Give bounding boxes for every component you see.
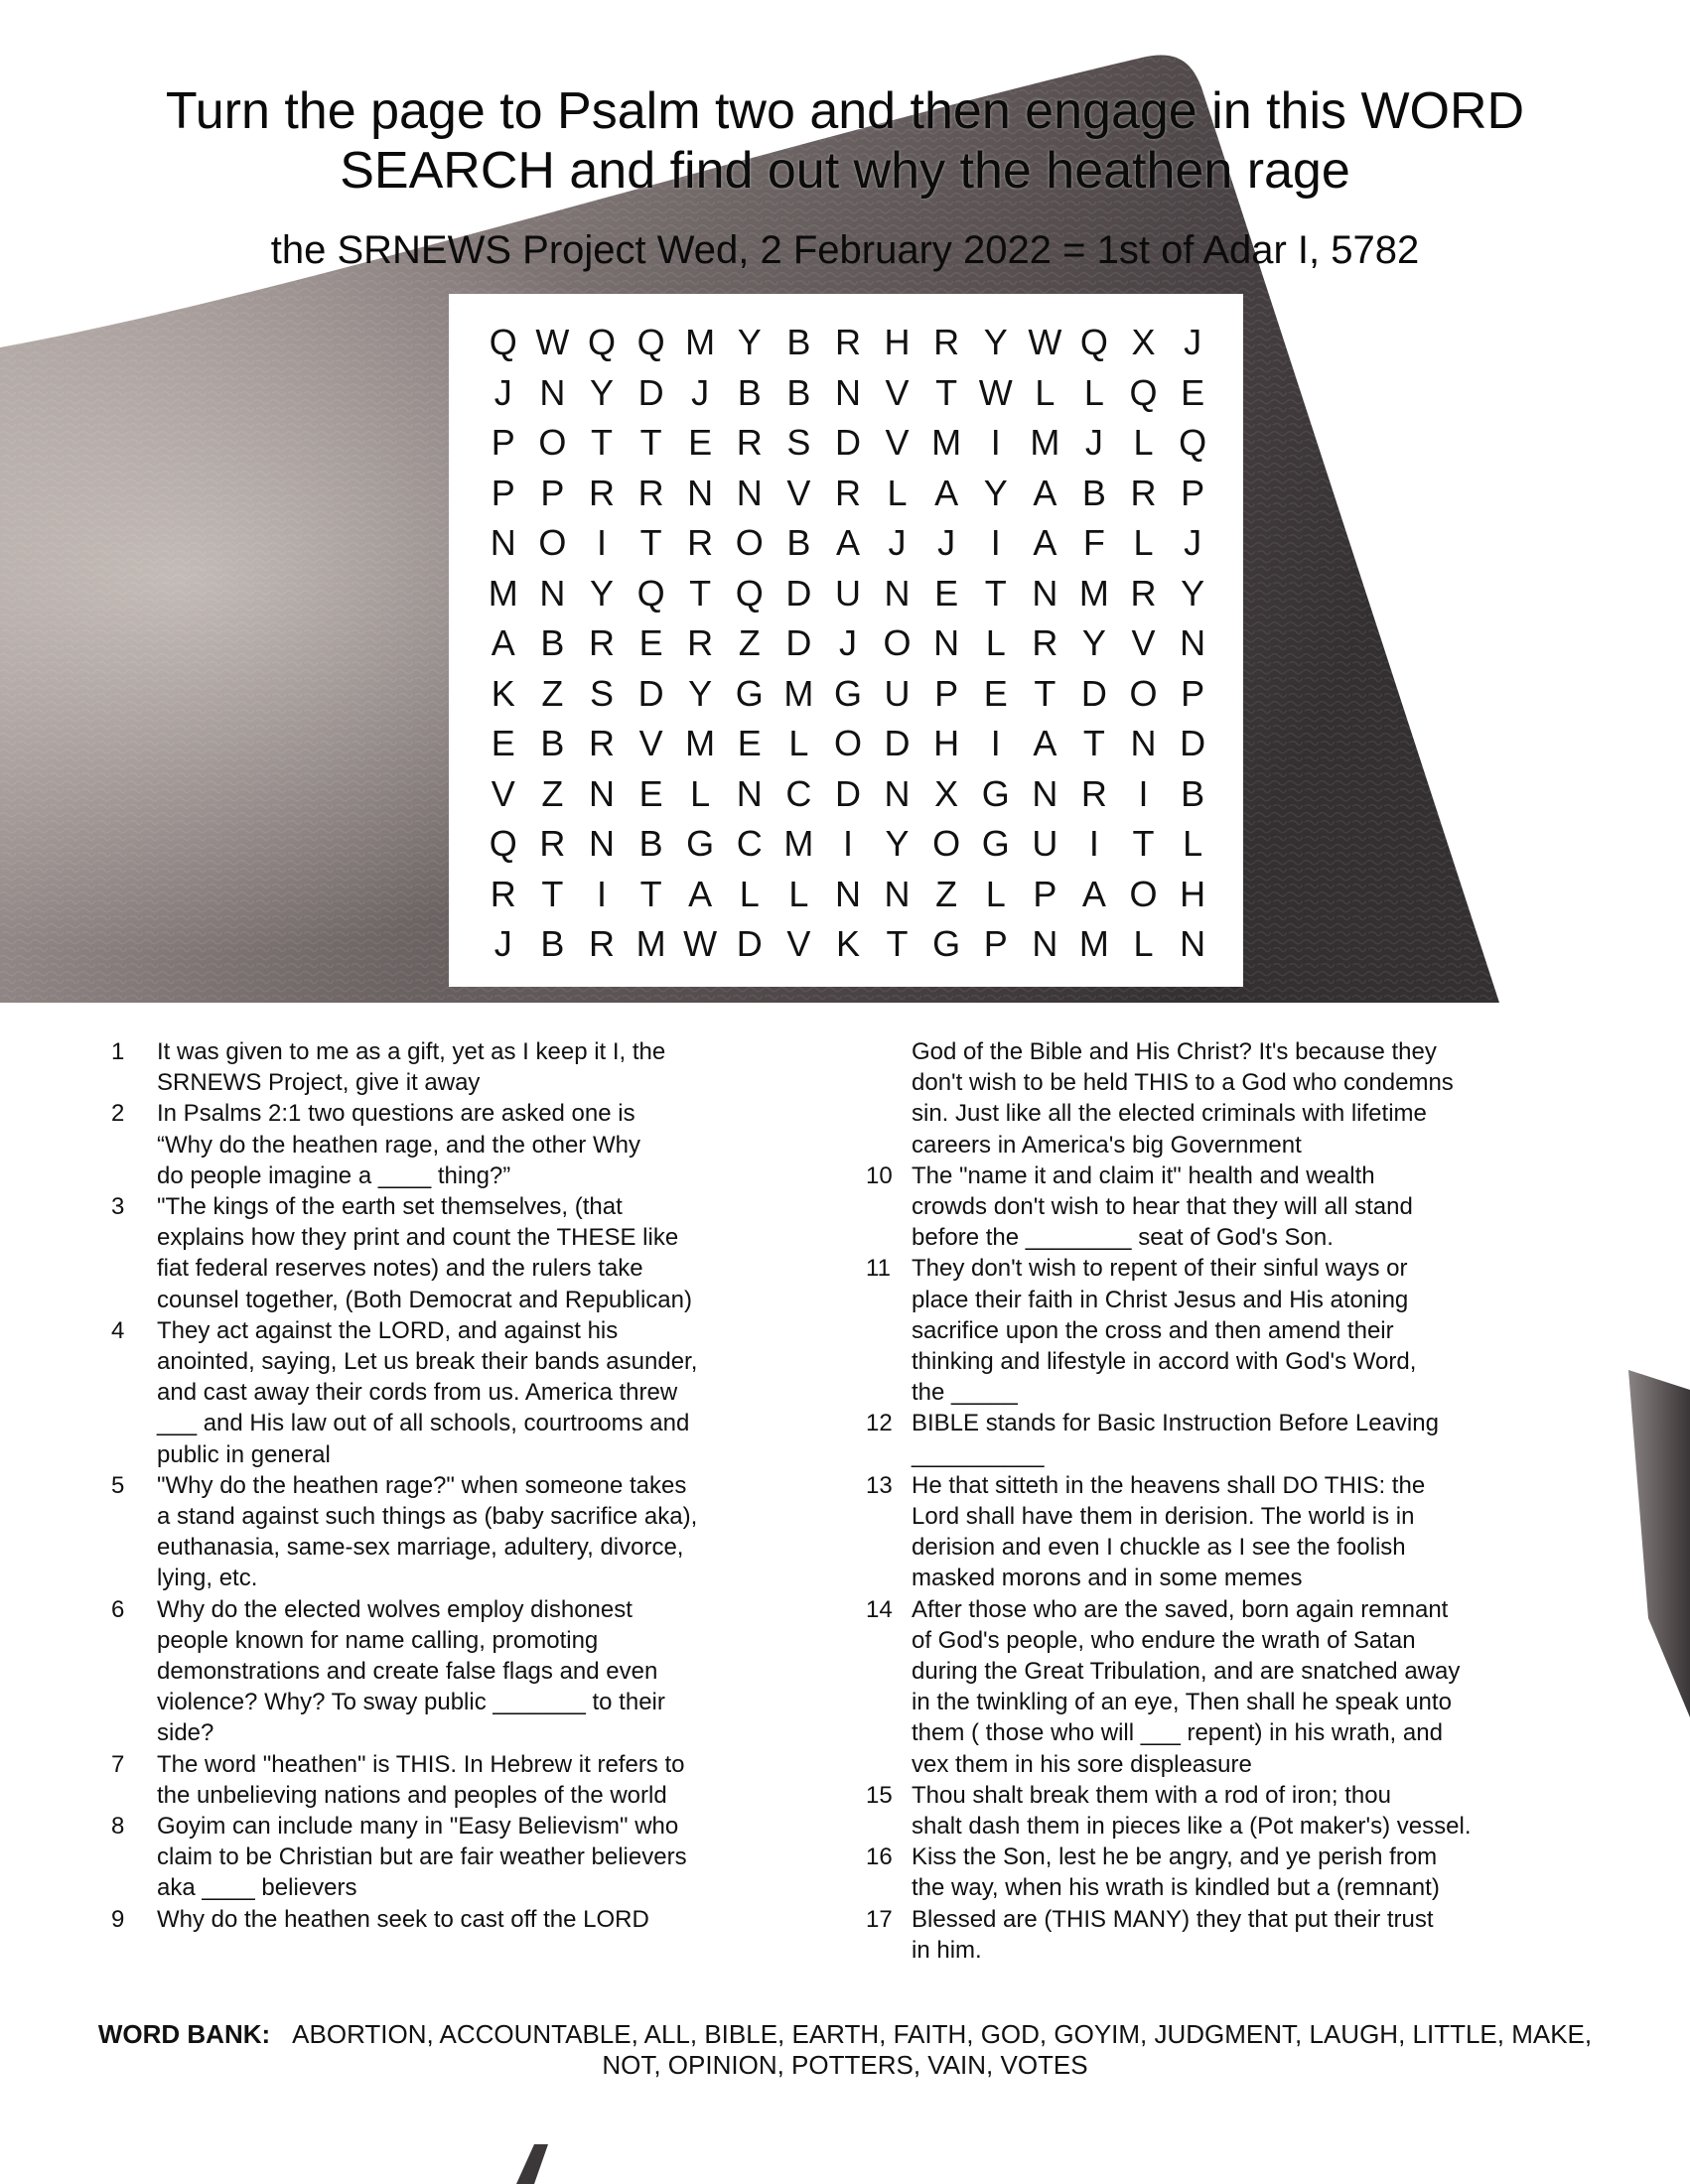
clue-line: After those who are the saved, born again remnant bbox=[912, 1595, 1449, 1623]
grid-letter[interactable]: Z bbox=[541, 772, 564, 814]
grid-letter[interactable]: R bbox=[1130, 572, 1157, 614]
grid-letter[interactable]: Q bbox=[735, 572, 764, 614]
grid-letter[interactable]: L bbox=[739, 873, 760, 914]
word-search-grid[interactable] bbox=[479, 318, 1217, 970]
grid-letter[interactable]: I bbox=[1088, 823, 1099, 864]
clue-line: the way, when his wrath is kindled but a (remnant) bbox=[912, 1874, 1440, 1902]
grid-letter[interactable]: V bbox=[786, 472, 811, 513]
grid-letter[interactable]: K bbox=[835, 923, 860, 964]
clue-line: He that sitteth in the heavens shall DO THIS: the bbox=[912, 1471, 1426, 1499]
grid-letter[interactable]: G bbox=[981, 823, 1010, 864]
grid-letter[interactable]: R bbox=[588, 723, 615, 763]
grid-letter[interactable]: Q bbox=[489, 322, 517, 362]
clue-number: 15 bbox=[866, 1781, 893, 1809]
grid-letter[interactable]: T bbox=[639, 422, 662, 463]
grid-letter[interactable]: R bbox=[588, 622, 615, 663]
grid-letter[interactable]: A bbox=[491, 622, 515, 663]
grid-letter[interactable]: Y bbox=[983, 322, 1008, 362]
grid-letter[interactable]: L bbox=[1035, 371, 1056, 413]
clue-line: Why do the heathen seek to cast off the LORD bbox=[157, 1905, 649, 1933]
grid-letter[interactable]: E bbox=[1181, 371, 1205, 413]
grid-letter[interactable]: D bbox=[785, 572, 812, 614]
clue-9-continuation bbox=[866, 1036, 1561, 1160]
clue-line: God of the Bible and His Christ? It's because they bbox=[912, 1038, 1437, 1065]
clue-line: sacrifice upon the cross and then amend their bbox=[912, 1316, 1394, 1344]
grid-letter[interactable]: N bbox=[1032, 572, 1058, 614]
grid-letter[interactable]: J bbox=[493, 371, 512, 413]
clue-line: explains how they print and count the THESE like bbox=[157, 1224, 679, 1252]
clue-number: 12 bbox=[866, 1410, 893, 1437]
grid-letter[interactable]: E bbox=[638, 622, 663, 663]
clue-line: the unbelieving nations and peoples of the world bbox=[157, 1781, 667, 1809]
grid-letter[interactable]: L bbox=[985, 622, 1006, 663]
clue-line: The "name it and claim it" health and wealth bbox=[912, 1161, 1375, 1189]
word-bank-label: WORD BANK: bbox=[97, 2019, 271, 2049]
grid-letter[interactable]: J bbox=[888, 522, 907, 563]
clue-line: masked morons and in some memes bbox=[912, 1565, 1303, 1592]
grid-letter[interactable]: T bbox=[1034, 672, 1056, 714]
grid-letter[interactable]: C bbox=[785, 772, 812, 814]
clue-line: The word "heathen" is THIS. In Hebrew it refers to bbox=[157, 1750, 685, 1778]
clue-line: violence? Why? To sway public _______ to their bbox=[157, 1689, 665, 1716]
grid-letter[interactable]: P bbox=[1033, 873, 1057, 914]
clue-number: 13 bbox=[866, 1471, 893, 1499]
grid-letter[interactable]: R bbox=[588, 923, 615, 964]
grid-letter[interactable]: D bbox=[884, 723, 911, 763]
grid-letter[interactable]: M bbox=[783, 823, 814, 864]
clue-line: the _____ bbox=[912, 1379, 1018, 1407]
clue-line: fiat federal reserves notes) and the rulers take bbox=[157, 1255, 643, 1283]
grid-letter[interactable]: O bbox=[735, 522, 764, 563]
grid-letter[interactable]: N bbox=[1032, 923, 1058, 964]
clue-line: crowds don't wish to hear that they will all stand bbox=[912, 1193, 1413, 1221]
clue-5 bbox=[111, 1470, 786, 1594]
clue-line: "Why do the heathen rage?" when someone takes bbox=[157, 1471, 687, 1499]
grid-letter[interactable]: B bbox=[1081, 472, 1106, 513]
clue-number: 11 bbox=[866, 1255, 891, 1283]
page-title: Turn the page to Psalm two and then engage in this WORD SEARCH and find out why the heathen rage bbox=[165, 82, 1525, 200]
grid-letter[interactable]: C bbox=[736, 823, 763, 864]
grid-letter[interactable]: L bbox=[1183, 823, 1203, 864]
clue-line: They don't wish to repent of their sinful ways or bbox=[912, 1255, 1408, 1283]
clue-line: demonstrations and create false flags and even bbox=[157, 1658, 658, 1686]
clue-number: 2 bbox=[111, 1100, 125, 1128]
clue-line: claim to be Christian but are fair weather believers bbox=[157, 1843, 687, 1871]
clue-line: Lord shall have them in derision. The world is in bbox=[912, 1503, 1415, 1531]
grid-letter[interactable]: A bbox=[688, 873, 713, 914]
grid-letter[interactable]: M bbox=[1078, 923, 1109, 964]
grid-letter[interactable]: R bbox=[687, 622, 714, 663]
grid-letter[interactable]: X bbox=[1131, 322, 1156, 362]
clue-10 bbox=[866, 1160, 1561, 1254]
clue-number: 1 bbox=[111, 1038, 125, 1065]
clue-4 bbox=[111, 1315, 786, 1470]
grid-letter[interactable]: R bbox=[490, 873, 516, 914]
clue-line: in him. bbox=[912, 1936, 982, 1964]
clue-17 bbox=[866, 1904, 1561, 1966]
clue-line: derision and even I chuckle as I see the foolish bbox=[912, 1534, 1406, 1562]
clue-line: a stand against such things as (baby sacrifice aka), bbox=[157, 1503, 698, 1531]
clue-1 bbox=[111, 1036, 786, 1098]
grid-letter[interactable]: T bbox=[1132, 823, 1155, 864]
grid-letter[interactable]: L bbox=[1133, 422, 1154, 463]
grid-letter[interactable]: T bbox=[541, 873, 564, 914]
grid-letter[interactable]: R bbox=[637, 472, 664, 513]
grid-letter[interactable]: J bbox=[493, 923, 512, 964]
clue-line: They act against the LORD, and against his bbox=[157, 1316, 619, 1344]
grid-letter[interactable]: R bbox=[1032, 622, 1058, 663]
word-search-panel bbox=[449, 294, 1243, 987]
grid-letter[interactable]: L bbox=[1133, 522, 1154, 563]
grid-letter[interactable]: T bbox=[935, 371, 958, 413]
grid-letter[interactable]: D bbox=[637, 371, 664, 413]
clue-line: shalt dash them in pieces like a (Pot maker's) vessel. bbox=[912, 1813, 1472, 1841]
grid-letter[interactable]: W bbox=[683, 923, 718, 964]
grid-letter[interactable]: N bbox=[884, 873, 911, 914]
clues-right-column bbox=[866, 1036, 1561, 1966]
grid-letter[interactable]: E bbox=[491, 723, 515, 763]
grid-letter[interactable]: V bbox=[491, 772, 515, 814]
grid-letter[interactable]: N bbox=[933, 622, 960, 663]
clue-line: In Psalms 2:1 two questions are asked one is bbox=[157, 1100, 635, 1128]
grid-letter[interactable]: R bbox=[539, 823, 566, 864]
grid-letter[interactable]: O bbox=[1129, 873, 1158, 914]
grid-letter[interactable]: Q bbox=[587, 322, 616, 362]
clue-9 bbox=[111, 1904, 786, 1935]
grid-letter[interactable]: B bbox=[540, 723, 565, 763]
grid-letter[interactable]: B bbox=[786, 522, 811, 563]
grid-letter[interactable]: B bbox=[786, 322, 811, 362]
grid-letter[interactable]: W bbox=[535, 322, 570, 362]
grid-letter[interactable]: J bbox=[1184, 322, 1202, 362]
grid-letter[interactable]: J bbox=[691, 371, 710, 413]
clue-line: vex them in his sore displeasure bbox=[912, 1750, 1252, 1778]
grid-letter[interactable]: Y bbox=[737, 322, 762, 362]
grid-letter[interactable]: N bbox=[736, 472, 763, 513]
clue-line: careers in America's big Government bbox=[912, 1131, 1302, 1159]
word-bank-words: ABORTION, ACCOUNTABLE, ALL, BIBLE, EARTH, FAITH, GOD, GOYIM, JUDGMENT, LAUGH, LITTLE, MAKE, NOT, OPINION, POTTERS, VAIN, VOTES bbox=[292, 2019, 1593, 2080]
grid-letter[interactable]: M bbox=[635, 923, 666, 964]
grid-letter[interactable]: Y bbox=[589, 371, 614, 413]
grid-letter[interactable]: D bbox=[834, 422, 861, 463]
grid-letter[interactable]: L bbox=[788, 873, 809, 914]
grid-letter[interactable]: B bbox=[540, 923, 565, 964]
grid-letter[interactable]: V bbox=[1131, 622, 1156, 663]
clue-number: 16 bbox=[866, 1843, 893, 1871]
grid-letter[interactable]: Y bbox=[1081, 622, 1106, 663]
grid-letter[interactable]: A bbox=[835, 522, 860, 563]
grid-letter[interactable]: P bbox=[491, 422, 515, 463]
clue-line: anointed, saying, Let us break their bands asunder, bbox=[157, 1348, 698, 1376]
grid-letter[interactable]: N bbox=[539, 371, 566, 413]
clue-line: Blessed are (THIS MANY) they that put their trust bbox=[912, 1905, 1434, 1933]
grid-letter[interactable]: Y bbox=[1181, 572, 1205, 614]
clue-line: thinking and lifestyle in accord with God's Word, bbox=[912, 1348, 1417, 1376]
grid-letter[interactable]: A bbox=[1033, 723, 1057, 763]
clue-line: counsel together, (Both Democrat and Republican) bbox=[157, 1286, 692, 1313]
grid-letter[interactable]: B bbox=[786, 371, 811, 413]
grid-letter[interactable]: R bbox=[687, 522, 714, 563]
clue-3 bbox=[111, 1191, 786, 1315]
grid-letter[interactable]: O bbox=[883, 622, 912, 663]
grid-letter[interactable]: T bbox=[689, 572, 712, 614]
grid-letter[interactable]: Q bbox=[636, 572, 665, 614]
grid-letter[interactable]: O bbox=[538, 522, 567, 563]
page-subtitle: the SRNEWS Project Wed, 2 February 2022 = 1st of Adar I, 5782 bbox=[270, 228, 1420, 272]
grid-letter[interactable]: U bbox=[834, 572, 861, 614]
grid-letter[interactable]: I bbox=[596, 873, 607, 914]
clue-7 bbox=[111, 1749, 786, 1811]
grid-letter[interactable]: E bbox=[983, 672, 1008, 714]
grid-letter[interactable]: J bbox=[937, 522, 956, 563]
grid-letter[interactable]: O bbox=[1129, 672, 1158, 714]
grid-letter[interactable]: I bbox=[990, 422, 1001, 463]
grid-letter[interactable]: X bbox=[934, 772, 959, 814]
grid-letter[interactable]: B bbox=[540, 622, 565, 663]
grid-letter[interactable]: N bbox=[834, 371, 861, 413]
grid-letter[interactable]: O bbox=[932, 823, 961, 864]
grid-letter[interactable]: M bbox=[931, 422, 962, 463]
grid-letter[interactable]: J bbox=[1084, 422, 1103, 463]
grid-letter[interactable]: P bbox=[1181, 472, 1205, 513]
clue-number: 7 bbox=[111, 1750, 125, 1778]
grid-letter[interactable]: Z bbox=[935, 873, 958, 914]
clue-number: 10 bbox=[866, 1161, 893, 1189]
clue-11 bbox=[866, 1253, 1561, 1408]
clue-number: 8 bbox=[111, 1813, 125, 1841]
clue-line: ___ and His law out of all schools, courtrooms and bbox=[157, 1410, 690, 1437]
grid-letter[interactable]: D bbox=[637, 672, 664, 714]
grid-letter[interactable]: Y bbox=[688, 672, 713, 714]
clue-line: do people imagine a ____ thing?” bbox=[157, 1161, 511, 1189]
grid-letter[interactable]: J bbox=[838, 622, 857, 663]
grid-letter[interactable]: N bbox=[884, 772, 911, 814]
grid-letter[interactable]: K bbox=[491, 672, 515, 714]
grid-letter[interactable]: Z bbox=[738, 622, 761, 663]
grid-letter[interactable]: M bbox=[685, 723, 716, 763]
grid-letter[interactable]: N bbox=[1180, 923, 1206, 964]
grid-letter[interactable]: L bbox=[690, 772, 711, 814]
grid-letter[interactable]: B bbox=[737, 371, 762, 413]
grid-letter[interactable]: Z bbox=[541, 672, 564, 714]
grid-letter[interactable]: T bbox=[886, 923, 909, 964]
grid-letter[interactable]: R bbox=[933, 322, 960, 362]
grid-letter[interactable]: A bbox=[1081, 873, 1106, 914]
grid-letter[interactable]: M bbox=[1030, 422, 1060, 463]
clue-line: of God's people, who endure the wrath of Satan bbox=[912, 1626, 1416, 1654]
clue-number: 6 bbox=[111, 1595, 125, 1623]
grid-letter[interactable]: R bbox=[1130, 472, 1157, 513]
grid-letter[interactable]: V bbox=[786, 923, 811, 964]
grid-letter[interactable]: P bbox=[491, 472, 515, 513]
grid-letter[interactable]: B bbox=[1181, 772, 1205, 814]
clue-line: in the twinkling of an eye, Then shall he speak unto bbox=[912, 1689, 1452, 1716]
grid-letter[interactable]: N bbox=[736, 772, 763, 814]
grid-letter[interactable]: T bbox=[1082, 723, 1105, 763]
clue-14 bbox=[866, 1594, 1561, 1780]
grid-letter[interactable]: V bbox=[885, 422, 910, 463]
grid-letter[interactable]: G bbox=[735, 672, 764, 714]
grid-letter[interactable]: N bbox=[588, 772, 615, 814]
clue-6 bbox=[111, 1594, 786, 1749]
grid-letter[interactable]: N bbox=[1130, 723, 1157, 763]
grid-letter[interactable]: O bbox=[833, 723, 862, 763]
clue-line: lying, etc. bbox=[157, 1565, 258, 1592]
grid-letter[interactable]: I bbox=[990, 723, 1001, 763]
clue-15 bbox=[866, 1780, 1561, 1842]
clue-number: 5 bbox=[111, 1471, 125, 1499]
grid-letter[interactable]: O bbox=[538, 422, 567, 463]
clue-2 bbox=[111, 1098, 786, 1191]
grid-letter[interactable]: M bbox=[488, 572, 518, 614]
grid-letter[interactable]: N bbox=[490, 522, 516, 563]
clue-line: public in general bbox=[157, 1440, 331, 1468]
clue-line: side? bbox=[157, 1719, 214, 1747]
grid-letter[interactable]: N bbox=[1032, 772, 1058, 814]
grid-letter[interactable]: E bbox=[688, 422, 713, 463]
grid-letter[interactable]: R bbox=[1080, 772, 1107, 814]
grid-letter[interactable]: Q bbox=[636, 322, 665, 362]
clue-line: Kiss the Son, lest he be angry, and ye perish from bbox=[912, 1843, 1438, 1871]
clue-13 bbox=[866, 1470, 1561, 1594]
grid-letter[interactable]: Y bbox=[589, 572, 614, 614]
grid-letter[interactable]: Q bbox=[1079, 322, 1108, 362]
grid-letter[interactable]: I bbox=[596, 522, 607, 563]
grid-letter[interactable]: S bbox=[786, 422, 811, 463]
clue-line: “Why do the heathen rage, and the other Why bbox=[157, 1131, 640, 1159]
clue-line: euthanasia, same-sex marriage, adultery, divorce, bbox=[157, 1534, 684, 1562]
clue-line: __________ bbox=[912, 1440, 1045, 1468]
clue-line: don't wish to be held THIS to a God who condemns bbox=[912, 1069, 1454, 1097]
grid-letter[interactable]: P bbox=[1181, 672, 1205, 714]
clue-16 bbox=[866, 1842, 1561, 1903]
clues-left-column bbox=[111, 1036, 786, 1935]
grid-letter[interactable]: A bbox=[1033, 522, 1057, 563]
clue-line: sin. Just like all the elected criminals with lifetime bbox=[912, 1100, 1427, 1128]
grid-letter[interactable]: M bbox=[783, 672, 814, 714]
grid-letter[interactable]: G bbox=[686, 823, 715, 864]
grid-letter[interactable]: P bbox=[540, 472, 565, 513]
grid-letter[interactable]: D bbox=[1080, 672, 1107, 714]
clue-line: Why do the elected wolves employ dishonest bbox=[157, 1595, 633, 1623]
grid-letter[interactable]: Q bbox=[1179, 422, 1207, 463]
grid-letter[interactable]: L bbox=[887, 472, 908, 513]
grid-letter[interactable]: Q bbox=[1129, 371, 1158, 413]
grid-letter[interactable]: T bbox=[639, 522, 662, 563]
clue-line: place their faith in Christ Jesus and His atoning bbox=[912, 1286, 1409, 1313]
grid-letter[interactable]: G bbox=[833, 672, 862, 714]
grid-letter[interactable]: N bbox=[687, 472, 714, 513]
grid-letter[interactable]: J bbox=[1184, 522, 1202, 563]
clue-line: BIBLE stands for Basic Instruction Before Leaving bbox=[912, 1410, 1439, 1437]
grid-letter[interactable]: I bbox=[1138, 772, 1149, 814]
clue-8 bbox=[111, 1811, 786, 1904]
grid-letter[interactable]: L bbox=[1083, 371, 1104, 413]
clue-line: them ( those who will ___ repent) in his wrath, and bbox=[912, 1719, 1443, 1747]
clue-12 bbox=[866, 1408, 1561, 1469]
clue-number: 17 bbox=[866, 1905, 893, 1933]
grid-letter[interactable]: G bbox=[932, 923, 961, 964]
grid-letter[interactable]: P bbox=[934, 672, 959, 714]
grid-letter[interactable]: S bbox=[589, 672, 614, 714]
grid-letter[interactable]: Q bbox=[489, 823, 517, 864]
grid-letter[interactable]: E bbox=[934, 572, 959, 614]
grid-letter[interactable]: W bbox=[978, 371, 1013, 413]
grid-letter[interactable]: M bbox=[1078, 572, 1109, 614]
grid-letter[interactable]: U bbox=[1032, 823, 1058, 864]
clue-line: before the ________ seat of God's Son. bbox=[912, 1224, 1334, 1252]
grid-letter[interactable]: L bbox=[788, 723, 809, 763]
clue-line: "The kings of the earth set themselves, (that bbox=[157, 1193, 623, 1221]
grid-letter[interactable]: N bbox=[884, 572, 911, 614]
clue-number: 9 bbox=[111, 1905, 125, 1933]
grid-letter[interactable]: Y bbox=[983, 472, 1008, 513]
grid-letter[interactable]: T bbox=[639, 873, 662, 914]
clue-line: and cast away their cords from us. America threw bbox=[157, 1379, 678, 1407]
word-bank bbox=[89, 2019, 1601, 2081]
grid-letter[interactable]: V bbox=[885, 371, 910, 413]
grid-letter[interactable]: I bbox=[842, 823, 853, 864]
grid-letter[interactable]: L bbox=[985, 873, 1006, 914]
grid-letter[interactable]: Y bbox=[885, 823, 910, 864]
grid-letter[interactable]: G bbox=[981, 772, 1010, 814]
grid-letter[interactable]: A bbox=[1033, 472, 1057, 513]
grid-letter[interactable]: D bbox=[785, 622, 812, 663]
clue-number: 4 bbox=[111, 1316, 125, 1344]
grid-letter[interactable]: R bbox=[588, 472, 615, 513]
grid-letter[interactable]: M bbox=[685, 322, 716, 362]
grid-letter[interactable]: D bbox=[1180, 723, 1206, 763]
grid-letter[interactable]: N bbox=[1180, 622, 1206, 663]
grid-letter[interactable]: W bbox=[1028, 322, 1062, 362]
clue-line: people known for name calling, promoting bbox=[157, 1626, 599, 1654]
clue-number: 14 bbox=[866, 1595, 893, 1623]
clue-line: Thou shalt break them with a rod of iron; thou bbox=[912, 1781, 1391, 1809]
grid-letter[interactable]: H bbox=[933, 723, 960, 763]
grid-letter[interactable]: N bbox=[834, 873, 861, 914]
grid-letter[interactable]: I bbox=[990, 522, 1001, 563]
grid-letter[interactable]: T bbox=[984, 572, 1007, 614]
grid-letter[interactable]: V bbox=[638, 723, 663, 763]
clue-line: Goyim can include many in "Easy Believism" who bbox=[157, 1813, 679, 1841]
grid-letter[interactable]: N bbox=[539, 572, 566, 614]
grid-letter[interactable]: H bbox=[884, 322, 911, 362]
grid-letter[interactable]: R bbox=[834, 472, 861, 513]
grid-letter[interactable]: D bbox=[736, 923, 763, 964]
grid-letter[interactable]: L bbox=[1133, 923, 1154, 964]
grid-letter[interactable]: D bbox=[834, 772, 861, 814]
clue-number: 3 bbox=[111, 1193, 125, 1221]
grid-letter[interactable]: N bbox=[588, 823, 615, 864]
grid-letter[interactable]: R bbox=[736, 422, 763, 463]
clue-line: during the Great Tribulation, and are snatched away bbox=[912, 1658, 1461, 1686]
grid-letter[interactable]: H bbox=[1180, 873, 1206, 914]
clue-line: aka ____ believers bbox=[157, 1874, 357, 1902]
grid-letter[interactable]: P bbox=[983, 923, 1008, 964]
grid-letter[interactable]: R bbox=[834, 322, 861, 362]
grid-letter[interactable]: E bbox=[737, 723, 762, 763]
grid-letter[interactable]: T bbox=[590, 422, 613, 463]
grid-letter[interactable]: A bbox=[934, 472, 959, 513]
grid-letter[interactable]: F bbox=[1082, 522, 1105, 563]
grid-letter[interactable]: U bbox=[884, 672, 911, 714]
clue-line: It was given to me as a gift, yet as I keep it I, the bbox=[157, 1038, 666, 1065]
grid-letter[interactable]: B bbox=[638, 823, 663, 864]
grid-letter[interactable]: E bbox=[638, 772, 663, 814]
clue-line: SRNEWS Project, give it away bbox=[157, 1069, 481, 1097]
